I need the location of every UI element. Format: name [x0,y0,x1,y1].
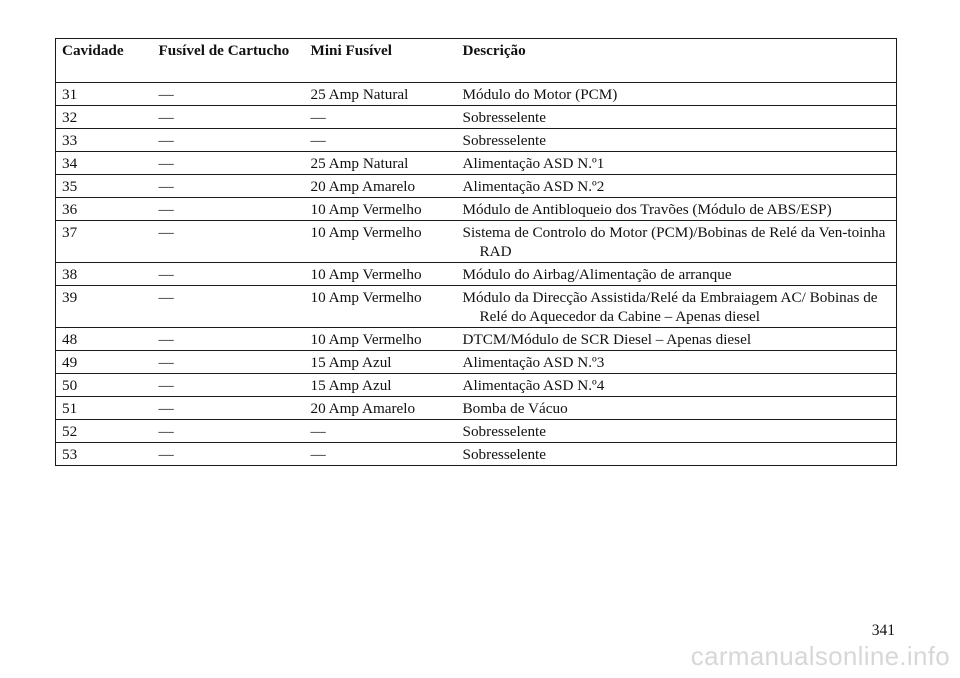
cell-descricao: Sobresselente [457,420,897,443]
cell-descricao: Alimentação ASD N.º1 [457,152,897,175]
cell-mini-fusivel: 25 Amp Natural [305,152,457,175]
cell-cartucho: — [153,129,305,152]
cell-mini-fusivel: — [305,129,457,152]
cell-cavidade: 34 [56,152,153,175]
cell-mini-fusivel: 10 Amp Vermelho [305,198,457,221]
watermark: carmanualsonline.info [690,641,950,671]
table-row [56,328,897,351]
page-number: 341 [871,622,895,639]
cell-cavidade: 36 [56,198,153,221]
cell-mini-fusivel: 20 Amp Amarelo [305,397,457,420]
cell-cartucho: — [153,420,305,443]
cell-descricao: Sobresselente [457,129,897,152]
cell-mini-fusivel: — [305,443,457,466]
cell-cavidade: 35 [56,175,153,198]
cell-cavidade: 37 [56,221,153,263]
cell-descricao: DTCM/Módulo de SCR Diesel – Apenas diesel [457,328,897,351]
cell-cartucho: — [153,374,305,397]
table-row [56,286,897,328]
header-descricao: Descrição [457,39,897,83]
cell-cavidade: 48 [56,328,153,351]
cell-cavidade: 38 [56,263,153,286]
cell-cartucho: — [153,351,305,374]
cell-descricao: Sobresselente [457,106,897,129]
cell-mini-fusivel: 10 Amp Vermelho [305,328,457,351]
header-cavidade: Cavidade [56,39,153,83]
cell-cavidade: 51 [56,397,153,420]
cell-cartucho: — [153,263,305,286]
table-row [56,129,897,152]
cell-mini-fusivel: — [305,106,457,129]
cell-cartucho: — [153,106,305,129]
cell-mini-fusivel: 25 Amp Natural [305,83,457,106]
table-row [56,420,897,443]
cell-mini-fusivel: 15 Amp Azul [305,351,457,374]
cell-mini-fusivel: 15 Amp Azul [305,374,457,397]
header-fusivel-cartucho: Fusível de Cartucho [153,39,305,83]
cell-cartucho: — [153,152,305,175]
cell-cavidade: 39 [56,286,153,328]
cell-cartucho: — [153,286,305,328]
cell-descricao: Sistema de Controlo do Motor (PCM)/Bobinas de Relé da Ven-toinha RAD [457,221,897,263]
table-row [56,152,897,175]
table-row [56,175,897,198]
cell-cavidade: 52 [56,420,153,443]
cell-cartucho: — [153,397,305,420]
table-row [56,83,897,106]
cell-descricao: Bomba de Vácuo [457,397,897,420]
cell-cartucho: — [153,198,305,221]
cell-cartucho: — [153,443,305,466]
cell-cavidade: 31 [56,83,153,106]
cell-cartucho: — [153,221,305,263]
cell-cavidade: 33 [56,129,153,152]
cell-mini-fusivel: — [305,420,457,443]
cell-mini-fusivel: 20 Amp Amarelo [305,175,457,198]
table-row [56,221,897,263]
table-body [56,83,897,466]
header-row [56,39,897,83]
cell-cavidade: 32 [56,106,153,129]
cell-cartucho: — [153,83,305,106]
table-row [56,443,897,466]
cell-descricao: Módulo do Motor (PCM) [457,83,897,106]
table-row [56,351,897,374]
header-mini-fusivel: Mini Fusível [305,39,457,83]
cell-descricao: Sobresselente [457,443,897,466]
cell-descricao: Módulo da Direcção Assistida/Relé da Embraiagem AC/ Bobinas de Relé do Aquecedor da Cabine – Apenas diesel [457,286,897,328]
cell-descricao: Alimentação ASD N.º4 [457,374,897,397]
cell-cartucho: — [153,175,305,198]
table-row [56,397,897,420]
table-header [56,39,897,83]
cell-mini-fusivel: 10 Amp Vermelho [305,286,457,328]
cell-mini-fusivel: 10 Amp Vermelho [305,263,457,286]
cell-cavidade: 49 [56,351,153,374]
cell-cavidade: 53 [56,443,153,466]
cell-descricao: Alimentação ASD N.º2 [457,175,897,198]
table-row [56,106,897,129]
cell-cartucho: — [153,328,305,351]
table-row [56,198,897,221]
table-row [56,374,897,397]
cell-descricao: Módulo do Airbag/Alimentação de arranque [457,263,897,286]
cell-descricao: Módulo de Antibloqueio dos Travões (Módulo de ABS/ESP) [457,198,897,221]
cell-descricao: Alimentação ASD N.º3 [457,351,897,374]
cell-mini-fusivel: 10 Amp Vermelho [305,221,457,263]
table-row [56,263,897,286]
cell-cavidade: 50 [56,374,153,397]
fuse-table [55,38,897,466]
